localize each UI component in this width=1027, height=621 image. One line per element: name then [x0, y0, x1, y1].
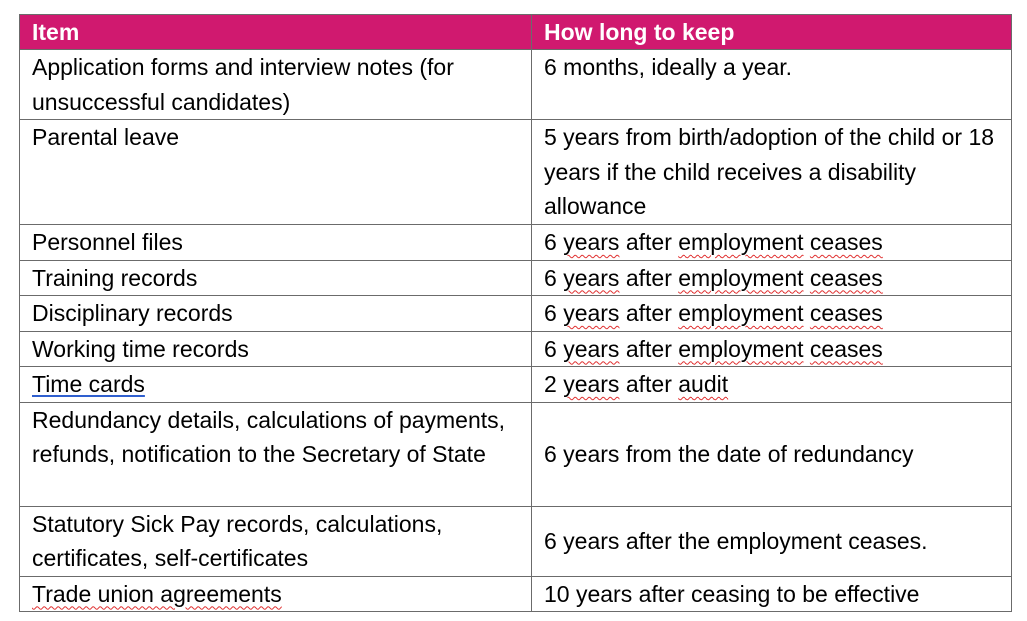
retention-table — [19, 14, 1012, 612]
header-duration: How long to keep — [532, 15, 1012, 50]
table-row — [20, 296, 1012, 332]
row-item — [20, 576, 532, 612]
table-row — [20, 506, 1012, 576]
row-duration — [532, 225, 1012, 261]
table-row — [20, 576, 1012, 612]
row-duration: 5 years from birth/adoption of the child or 18 years if the child receives a disability allowance — [532, 120, 1012, 225]
table-row — [20, 260, 1012, 296]
table-row — [20, 331, 1012, 367]
row-item: Personnel files — [20, 225, 532, 261]
row-item: Working time records — [20, 331, 532, 367]
header-item: Item — [20, 15, 532, 50]
row-duration-text: 6 years after employment ceases — [544, 300, 883, 326]
table-row — [20, 225, 1012, 261]
row-duration-text: 2 years after audit — [544, 371, 729, 397]
row-item: Training records — [20, 260, 532, 296]
row-duration — [532, 296, 1012, 332]
row-duration: 6 years from the date of redundancy — [532, 402, 1012, 506]
row-item: Redundancy details, calculations of payments, refunds, notification to the Secretary of State — [20, 402, 532, 506]
row-item: Parental leave — [20, 120, 532, 225]
header-row — [20, 15, 1012, 50]
row-duration-text: 6 years after employment ceases — [544, 264, 883, 291]
table-row — [20, 120, 1012, 225]
row-item-text: Trade union agreements — [32, 580, 282, 607]
row-duration: 10 years after ceasing to be effective — [532, 576, 1012, 612]
row-item: Application forms and interview notes (for unsuccessful candidates) — [20, 50, 532, 120]
row-duration — [532, 367, 1012, 403]
row-duration: 6 years after the employment ceases. — [532, 506, 1012, 576]
row-duration-text: 6 years after employment ceases — [544, 335, 883, 362]
row-duration: 6 months, ideally a year. — [532, 50, 1012, 120]
row-item-text: Time cards — [32, 371, 145, 397]
table-row — [20, 402, 1012, 506]
row-item: Statutory Sick Pay records, calculations, certificates, self-certificates — [20, 506, 532, 576]
row-duration — [532, 331, 1012, 367]
row-duration — [532, 260, 1012, 296]
row-duration-text: 6 years after employment ceases — [544, 229, 883, 255]
row-item — [20, 367, 532, 403]
row-item: Disciplinary records — [20, 296, 532, 332]
table-row — [20, 367, 1012, 403]
table-row — [20, 50, 1012, 120]
